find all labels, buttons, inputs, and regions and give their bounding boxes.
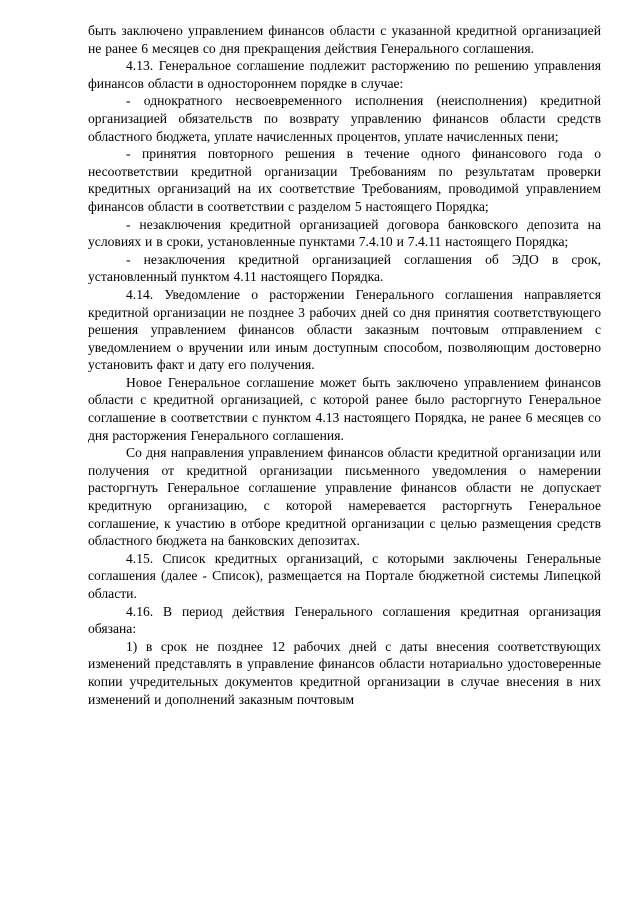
list-item-repeated-decision: - принятия повторного решения в течение одного финансового года о несоответствии кредитной организации Требованиям по результатам проверки кредитных организаций на их соответствие Требованиям, проводимой управлением финансов области в соответствии с разделом 5 настоящего Порядка; [88,146,601,214]
list-item-untimely-fulfillment: - однократного несвоевременного исполнения (неисполнения) кредитной организацией обязательств по возврату управлению финансов области средств областного бюджета, уплате начисленных процентов, уплате начисленных пени; [88,93,601,144]
document-page [88,22,601,708]
paragraph-4-13: 4.13. Генеральное соглашение подлежит расторжению по решению управления финансов области в одностороннем порядке в случае: [88,58,601,91]
paragraph-continuation: быть заключено управлением финансов области с указанной кредитной организацией не ранее 6 месяцев со дня прекращения действия Генерального соглашения. [88,23,601,56]
list-item-edo-agreement: - незаключения кредитной организацией соглашения об ЭДО в срок, установленный пунктом 4.11 настоящего Порядка. [88,251,601,285]
list-item-documents-submission: 1) в срок не позднее 12 рабочих дней с даты внесения соответствующих изменений представлять в управление финансов области нотариально удостоверенные копии учредительных документов кредитной организации в случае внесения в них изменений и дополнений заказным почтовым [88,638,601,707]
paragraph-selection-exclusion: Со дня направления управлением финансов области кредитной организации или получения от кредитной организации письменного уведомления о намерении расторгнуть Генеральное соглашение управление финансов области не допускает кредитную организацию, с которой намеревается расторгнуть Генеральное соглашение, к участию в отборе кредитной организации с целью размещения средств областного бюджета на банковских депозитах. [88,445,601,549]
paragraph-4-14: 4.14. Уведомление о расторжении Генерального соглашения направляется кредитной организации не позднее 3 рабочих дней со дня принятия соответствующего решения управлением финансов области заказным почтовым отправлением с уведомлением о вручении или иным доступным способом, позволяющим достоверно установить факт и дату его получения. [88,286,601,373]
paragraph-4-16: 4.16. В период действия Генерального соглашения кредитная организация обязана: [88,603,601,637]
paragraph-new-agreement: Новое Генеральное соглашение может быть заключено управлением финансов области с кредитной организацией, с которой ранее было расторгнуто Генеральное соглашение в соответствии с пунктом 4.13 настоящего Порядка, не ранее 6 месяцев со дня расторжения Генерального соглашения. [88,374,601,443]
list-item-deposit-agreement: - незаключения кредитной организацией договора банковского депозита на условиях и в сроки, установленные пунктами 7.4.10 и 7.4.11 настоящего Порядка; [88,216,601,250]
paragraph-4-15: 4.15. Список кредитных организаций, с которыми заключены Генеральные соглашения (далее - Список), размещается на Портале бюджетной системы Липецкой области. [88,550,601,601]
